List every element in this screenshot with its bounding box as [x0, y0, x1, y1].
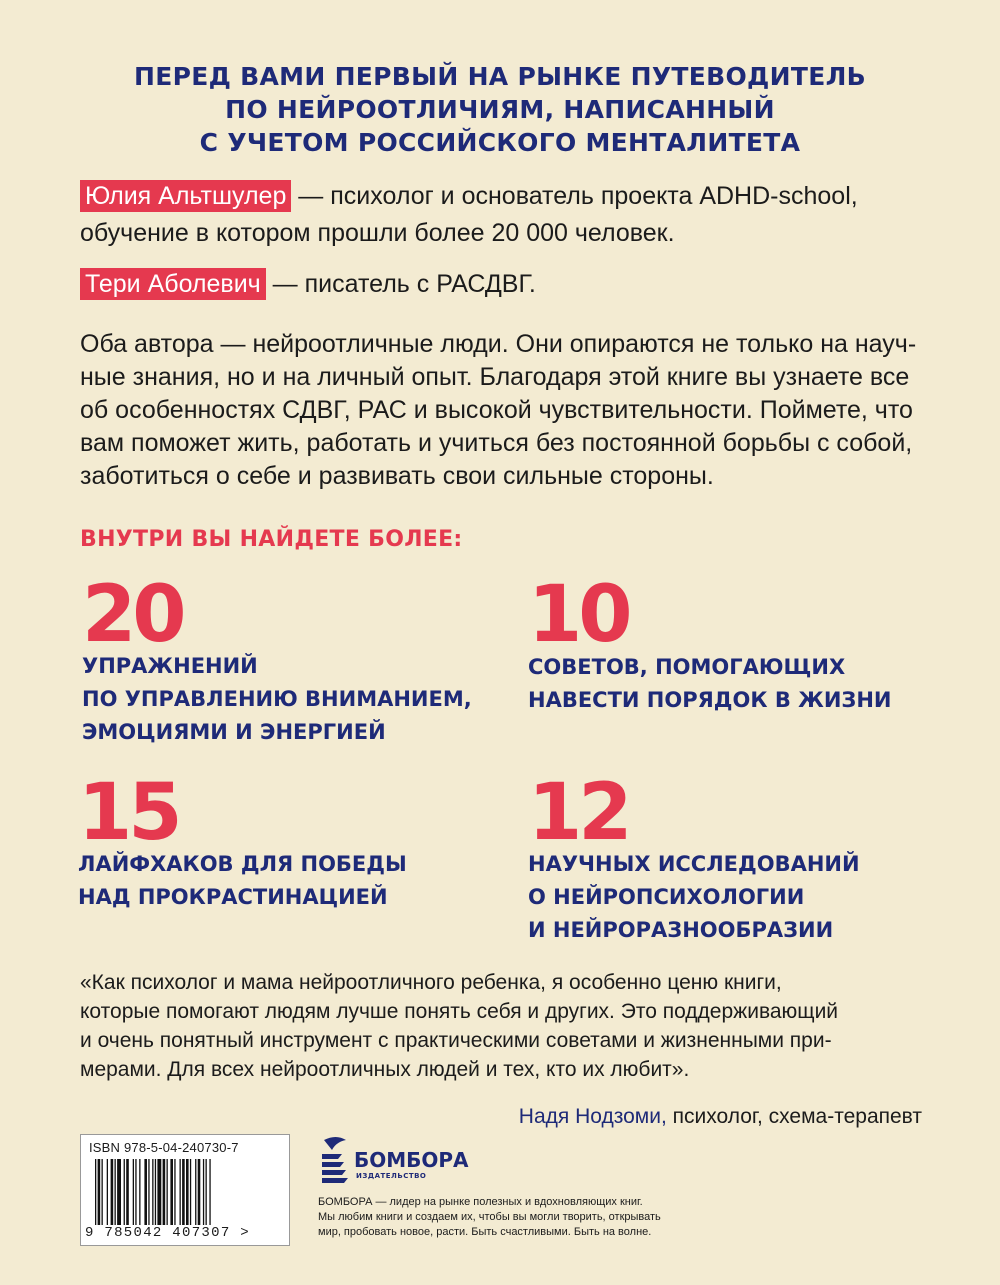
stat-tips — [528, 570, 892, 717]
bombora-wave-icon — [318, 1134, 352, 1184]
publisher-logo-subtitle: ИЗДАТЕЛЬСТВО — [356, 1172, 427, 1180]
publisher-description — [318, 1195, 661, 1240]
quote-line: мерами. Для всех нейроотличных людей и тех, кто их любит». — [80, 1058, 690, 1081]
stat-label: НАВЕСТИ ПОРЯДОК В ЖИЗНИ — [528, 688, 892, 712]
isbn-text: ISBN 978-5-04-240730-7 — [89, 1140, 239, 1155]
author-description: обучение в котором прошли более 20 000 человек. — [80, 219, 675, 247]
barcode-digits: 9 785042 407307 > — [85, 1225, 250, 1241]
inside-title: ВНУТРИ ВЫ НАЙДЕТЕ БОЛЕЕ: — [80, 527, 463, 552]
stat-research — [528, 768, 860, 947]
publisher-line: БОМБОРА — лидер на рынке полезных и вдохновляющих книг. — [318, 1196, 643, 1208]
cover-heading — [0, 60, 1000, 159]
publisher-logo-text: БОМБОРА — [354, 1148, 469, 1172]
stat-number: 12 — [528, 768, 629, 858]
description-line: об особенностях СДВГ, РАС и высокой чувствительности. Поймете, что — [80, 396, 913, 424]
publisher-logo — [318, 1134, 469, 1189]
quote-line: которые помогают людям лучше понять себя и других. Это поддерживающий — [80, 1000, 839, 1023]
heading-line: С УЧЕТОМ РОССИЙСКОГО МЕНТАЛИТЕТА — [199, 128, 801, 157]
heading-line: ПО НЕЙРООТЛИЧИЯМ, НАПИСАННЫЙ — [225, 95, 775, 124]
quote-line: и очень понятный инструмент с практическими советами и жизненными при- — [80, 1029, 832, 1052]
signature-name: Надя Нодзоми, — [518, 1105, 667, 1128]
author-block-altshuler — [80, 178, 858, 252]
stat-label: НАД ПРОКРАСТИНАЦИЕЙ — [78, 885, 388, 909]
stat-label: О НЕЙРОПСИХОЛОГИИ — [528, 885, 805, 909]
stat-label: И НЕЙРОРАЗНООБРАЗИИ — [528, 918, 834, 942]
heading-line: ПЕРЕД ВАМИ ПЕРВЫЙ НА РЫНКЕ ПУТЕВОДИТЕЛЬ — [134, 62, 866, 91]
description-line: Оба автора — нейроотличные люди. Они опираются не только на науч- — [80, 330, 917, 358]
author-name-highlight: Юлия Альтшулер — [80, 180, 291, 212]
stat-label: ПО УПРАВЛЕНИЮ ВНИМАНИЕМ, — [82, 687, 472, 711]
stat-number: 20 — [82, 570, 183, 660]
barcode — [80, 1134, 290, 1246]
description-line: заботиться о себе и развивать свои сильные стороны. — [80, 462, 714, 490]
quote-signature — [519, 1105, 922, 1129]
stat-label: УПРАЖНЕНИЙ — [82, 654, 258, 678]
stat-label: НАУЧНЫХ ИССЛЕДОВАНИЙ — [528, 852, 860, 876]
publisher-line: Мы любим книги и создаем их, чтобы вы могли творить, открывать — [318, 1211, 661, 1223]
description-line: вам поможет жить, работать и учиться без постоянной борьбы с собой, — [80, 429, 913, 457]
stat-number: 15 — [78, 768, 179, 858]
book-description — [80, 328, 916, 493]
stat-label: СОВЕТОВ, ПОМОГАЮЩИХ — [528, 655, 846, 679]
author-description: — писатель с РАСДВГ. — [265, 270, 536, 298]
barcode-bars-icon — [95, 1159, 275, 1225]
stat-label: ЭМОЦИЯМИ И ЭНЕРГИЕЙ — [82, 720, 386, 744]
stat-lifehacks — [78, 768, 407, 914]
stat-number: 10 — [528, 570, 629, 660]
author-block-abolevich — [80, 266, 536, 303]
stat-exercises — [82, 570, 472, 749]
publisher-line: мир, пробовать новое, расти. Быть счастливыми. Быть на волне. — [318, 1226, 652, 1238]
quote-line: «Как психолог и мама нейроотличного ребенка, я особенно ценю книги, — [80, 971, 782, 994]
author-description: — психолог и основатель проекта ADHD-school, — [291, 182, 858, 210]
testimonial-quote — [80, 968, 838, 1084]
description-line: ные знания, но и на личный опыт. Благодаря этой книге вы узнаете все — [80, 363, 910, 391]
signature-role: психолог, схема-терапевт — [666, 1105, 922, 1128]
author-name-highlight: Тери Аболевич — [80, 268, 266, 300]
stat-label: ЛАЙФХАКОВ ДЛЯ ПОБЕДЫ — [78, 852, 407, 876]
